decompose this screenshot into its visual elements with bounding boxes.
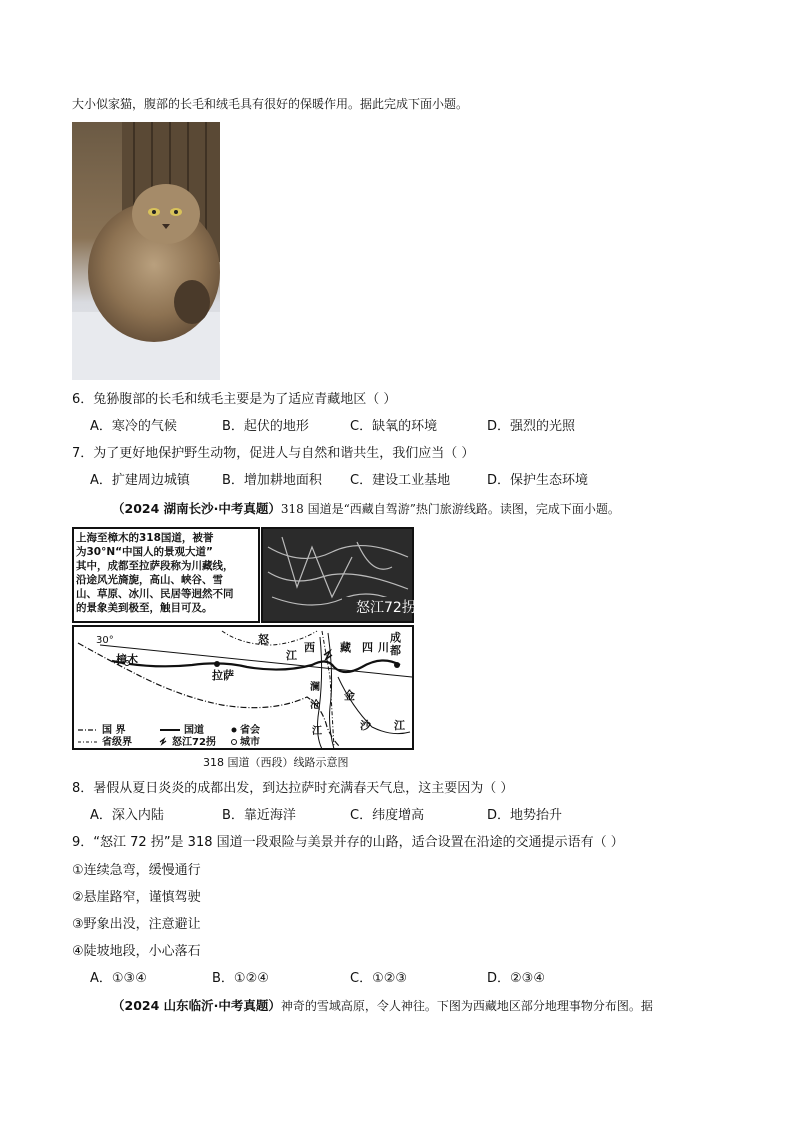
legend-city: 城市 [240, 737, 260, 748]
q6-option-a[interactable]: A．寒冷的气候 [90, 419, 177, 434]
legend-highway: 国道 [184, 725, 204, 736]
region-label: 川 [378, 641, 389, 654]
q9-option-a[interactable]: A．①③④ [90, 971, 147, 986]
legend-border: 国 界 [102, 725, 126, 736]
q6-option-c[interactable]: C．缺氧的环境 [350, 419, 438, 434]
source-line-1 [112, 500, 620, 518]
q9-option-c[interactable]: C．①②③ [350, 971, 408, 986]
map-textbox-line: 山、草原、冰川、民居等迥然不同 [76, 588, 234, 600]
map-textbox-line: 为30°N“中国人的景观大道” [76, 546, 213, 558]
river-label: 金 [344, 689, 355, 702]
q9-item-4: ④陡坡地段，小心落石 [72, 944, 201, 959]
city-lhasa: 拉萨 [212, 669, 234, 682]
legend-72-turns: 怒江72拐 [172, 737, 216, 748]
region-label: 藏 [340, 641, 351, 654]
river-label: 江 [286, 649, 297, 662]
river-label: 江 [394, 719, 405, 732]
map-textbox-line: 上海至樟木的318国道，被誉 [76, 532, 214, 544]
source-2-label: （2024 山东临沂·中考真题） [112, 998, 281, 1013]
q6-option-d[interactable]: D．强烈的光照 [487, 419, 576, 434]
pallas-cat-photo [72, 122, 220, 380]
map-textbox-line: 的景象美到极至，触目可及。 [76, 602, 213, 614]
q7-option-d[interactable]: D．保护生态环境 [487, 473, 589, 488]
q8-option-d[interactable]: D．地势抬升 [487, 808, 563, 823]
river-label: 怒 [258, 633, 269, 646]
region-label: 四 [362, 641, 373, 654]
question-6: 6．兔狲腹部的长毛和绒毛主要是为了适应青藏地区（ ） [72, 392, 397, 407]
question-8: 8．暑假从夏日炎炎的成都出发，到达拉萨时充满春天气息，这主要因为（ ） [72, 781, 514, 796]
q7-option-c[interactable]: C．建设工业基地 [350, 473, 451, 488]
q9-option-b[interactable]: B．①②④ [212, 971, 269, 986]
photo-label: 怒江72拐 [356, 600, 416, 616]
legend-province-border: 省级界 [102, 737, 132, 748]
question-7: 7．为了更好地保护野生动物，促进人与自然和谐共生，我们应当（ ） [72, 446, 475, 461]
q7-option-b[interactable]: B．增加耕地面积 [222, 473, 322, 488]
q8-option-a[interactable]: A．深入内陆 [90, 808, 164, 823]
river-label: 沧 [310, 700, 320, 711]
map-caption: 318 国道（西段）线路示意图 [203, 756, 349, 769]
source-line-2 [112, 997, 653, 1015]
q6-option-b[interactable]: B．起伏的地形 [222, 419, 309, 434]
legend-capital: 省会 [240, 725, 260, 736]
q7-option-a[interactable]: A．扩建周边城镇 [90, 473, 190, 488]
q8-option-c[interactable]: C．纬度增高 [350, 808, 425, 823]
map-textbox-line: 沿途风光旖旎，高山、峡谷、雪 [76, 574, 223, 586]
city-zhangmu: 樟木 [116, 653, 138, 666]
river-label: 澜 [310, 682, 320, 693]
river-label: 江 [312, 726, 322, 737]
q9-item-2: ②悬崖路窄，谨慎驾驶 [72, 890, 201, 905]
q9-option-d[interactable]: D．②③④ [487, 971, 545, 986]
route-318-map [72, 527, 414, 751]
question-9: 9．“怒江 72 拐”是 318 国道一段艰险与美景并存的山路，适合设置在沿途的交通提示语有（ ） [72, 835, 624, 850]
q9-item-1: ①连续急弯，缓慢通行 [72, 863, 201, 878]
intro-text: 大小似家猫，腹部的长毛和绒毛具有很好的保暖作用。据此完成下面小题。 [72, 97, 469, 111]
q9-item-3: ③野象出没，注意避让 [72, 917, 201, 932]
q8-option-b[interactable]: B．靠近海洋 [222, 808, 296, 823]
lat-label: 30° [96, 635, 114, 646]
source-1-label: （2024 湖南长沙·中考真题） [112, 501, 281, 516]
source-2-text: 神奇的雪域高原，令人神往。下图为西藏地区部分地理事物分布图。据 [280, 999, 653, 1013]
map-textbox [76, 531, 256, 615]
city-chengdu: 成都 [390, 631, 401, 657]
river-label: 沙 [360, 719, 371, 732]
source-1-text: 318 国道是“西藏自驾游”热门旅游线路。读图，完成下面小题。 [280, 502, 620, 516]
map-textbox-line: 其中，成都至拉萨段称为川藏线， [76, 560, 234, 572]
region-label: 西 [304, 641, 315, 654]
